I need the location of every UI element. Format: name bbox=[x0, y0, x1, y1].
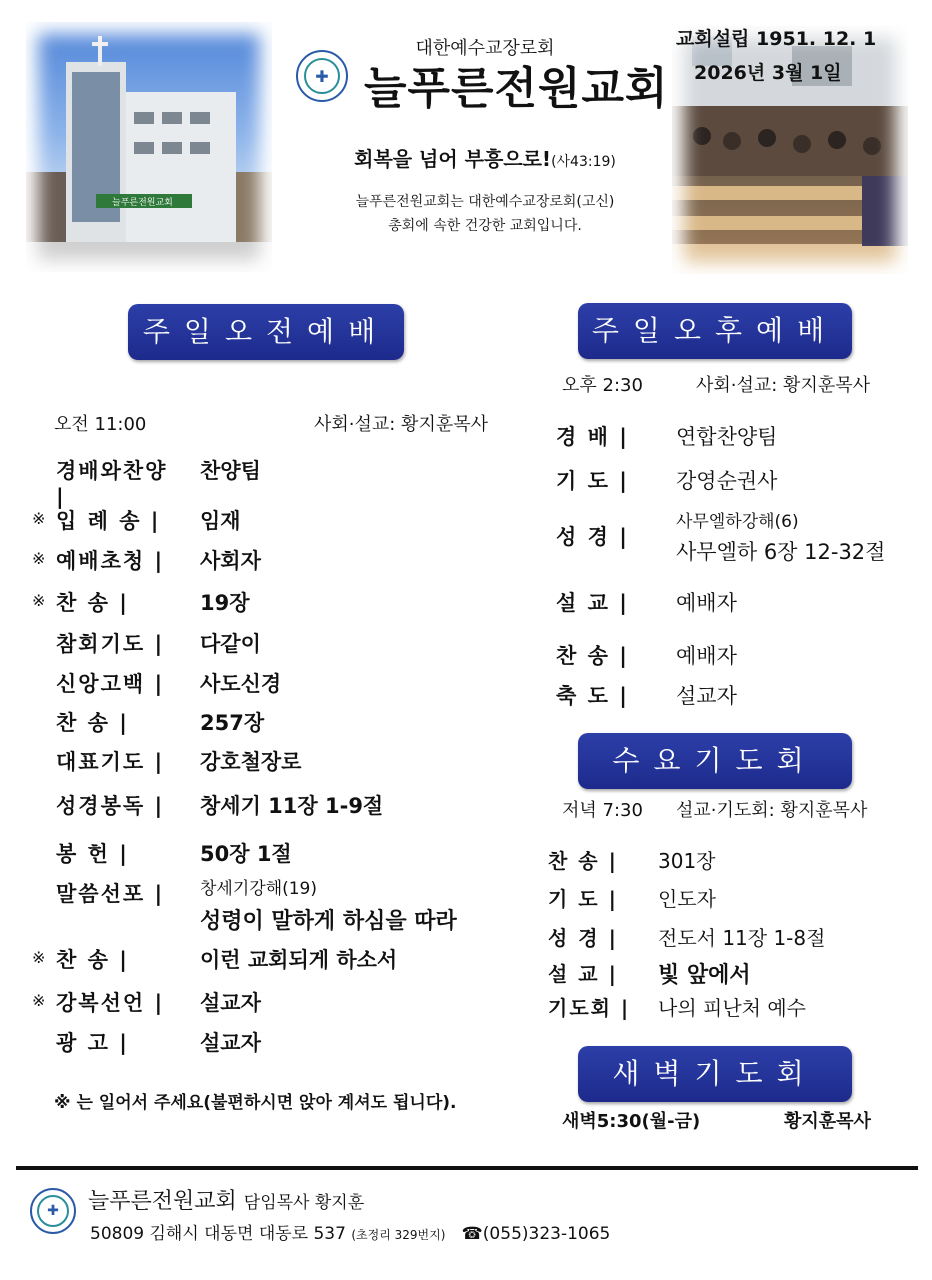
footer-phone: ☎(055)323-1065 bbox=[461, 1224, 611, 1244]
order-value: 나의 피난처 예수 bbox=[658, 996, 806, 1020]
order-value: 인도자 bbox=[658, 887, 716, 911]
footer-church bbox=[88, 1184, 364, 1215]
standing-mark: ※ bbox=[32, 549, 46, 568]
order-value: 강영순권사 bbox=[676, 469, 778, 493]
order-label: 설 교 | bbox=[556, 591, 629, 615]
order-label: 경 배 | bbox=[556, 425, 629, 449]
order-value: 사회자 bbox=[200, 549, 261, 573]
intro-line-2: 총회에 속한 건강한 교회입니다. bbox=[388, 218, 582, 234]
order-value: 창세기 11장 1-9절 bbox=[200, 794, 384, 818]
footer-divider bbox=[16, 1166, 918, 1170]
order-value: 설교자 bbox=[676, 684, 737, 708]
denomination: 대한예수교장로회 bbox=[415, 38, 555, 59]
order-subtitle: 사무엘하강해(6) bbox=[676, 512, 799, 532]
order-value: 성령이 말하게 하심을 따라 bbox=[200, 909, 457, 934]
order-label: 신앙고백 | bbox=[56, 672, 165, 696]
standing-mark: ※ bbox=[32, 591, 46, 610]
order-label: 기 도 | bbox=[548, 887, 618, 911]
building-sign: 늘푸른전원교회 bbox=[112, 198, 173, 208]
morning-time: 오전 11:00 bbox=[54, 414, 147, 435]
footer-logo bbox=[30, 1188, 76, 1234]
order-value: 50장 1절 bbox=[200, 842, 292, 866]
morning-service-banner: 주일오전예배 bbox=[128, 304, 404, 360]
order-value: 빛 앞에서 bbox=[658, 963, 751, 988]
order-label: 성경봉독 | bbox=[56, 794, 165, 818]
morning-leader: 사회·설교: 황지훈목사 bbox=[314, 414, 488, 435]
order-value: 찬양팀 bbox=[200, 459, 261, 483]
order-value: 이런 교회되게 하소서 bbox=[200, 948, 398, 972]
order-label: 설 교 | bbox=[548, 962, 618, 986]
order-label: 광 고 | bbox=[56, 1031, 129, 1055]
order-value: 설교자 bbox=[200, 991, 261, 1015]
footer-address bbox=[90, 1219, 610, 1244]
order-label: 성 경 | bbox=[556, 525, 629, 549]
order-label: 강복선언 | bbox=[56, 991, 165, 1015]
standing-mark: ※ bbox=[32, 991, 46, 1010]
standing-mark: ※ bbox=[32, 509, 46, 528]
order-value: 301장 bbox=[658, 849, 716, 873]
bulletin-date: 2026년 3월 1일 bbox=[694, 62, 842, 84]
order-label: 예배초청 | bbox=[56, 549, 165, 573]
dawn-leader: 황지훈목사 bbox=[784, 1111, 871, 1132]
footer-church-name: 늘푸른전원교회 bbox=[88, 1189, 237, 1214]
intro-line-1: 늘푸른전원교회는 대한예수교장로회(고신) bbox=[355, 194, 615, 210]
afternoon-time: 오후 2:30 bbox=[562, 375, 643, 396]
order-label: 입 례 송 | bbox=[56, 509, 161, 533]
standing-mark: ※ bbox=[32, 948, 46, 967]
order-value: 설교자 bbox=[200, 1031, 261, 1055]
established-date: 교회설립 1951. 12. 1 bbox=[676, 28, 877, 50]
order-label: 대표기도 | bbox=[56, 750, 165, 774]
order-label: 기도회 | bbox=[548, 996, 631, 1020]
order-value: 19장 bbox=[200, 591, 250, 615]
wednesday-time: 저녁 7:30 bbox=[562, 800, 643, 821]
order-label: 기 도 | bbox=[556, 469, 629, 493]
order-label: 성 경 | bbox=[548, 926, 618, 950]
order-label: 축 도 | bbox=[556, 684, 629, 708]
order-value: 전도서 11장 1-8절 bbox=[658, 926, 826, 950]
afternoon-leader: 사회·설교: 황지훈목사 bbox=[696, 375, 870, 396]
wednesday-prayer-banner: 수요기도회 bbox=[578, 733, 852, 789]
order-label: 찬 송 | bbox=[56, 711, 129, 735]
footer-pastor: 담임목사 황지훈 bbox=[243, 1193, 365, 1213]
order-label: 찬 송 | bbox=[556, 644, 629, 668]
slogan-ref: (사43:19) bbox=[551, 154, 616, 170]
church-title: 늘푸른전원교회 bbox=[364, 63, 669, 114]
church-building-photo bbox=[26, 22, 272, 272]
afternoon-service-banner: 주일오후예배 bbox=[578, 303, 852, 359]
order-value: 강호철장로 bbox=[200, 750, 302, 774]
order-value: 임재 bbox=[200, 509, 241, 533]
slogan bbox=[300, 143, 670, 172]
slogan-text: 회복을 넘어 부흥으로! bbox=[354, 147, 552, 171]
order-subtitle: 창세기강해(19) bbox=[200, 879, 318, 899]
order-label: 찬 송 | bbox=[56, 948, 129, 972]
wednesday-leader: 설교·기도회: 황지훈목사 bbox=[676, 800, 868, 821]
order-value: 사무엘하 6장 12-32절 bbox=[676, 540, 886, 564]
church-intro bbox=[300, 190, 670, 238]
standing-note: ※ 는 일어서 주세요(불편하시면 앉아 계셔도 됩니다). bbox=[54, 1093, 457, 1113]
order-label: 봉 헌 | bbox=[56, 842, 129, 866]
order-value: 257장 bbox=[200, 711, 265, 735]
order-value: 다같이 bbox=[200, 632, 261, 656]
order-label: 찬 송 | bbox=[548, 849, 618, 873]
order-value: 예배자 bbox=[676, 591, 737, 615]
order-label: 말씀선포 | bbox=[56, 882, 165, 906]
order-value: 연합찬양팀 bbox=[676, 425, 778, 449]
order-label: 경배와찬양 | bbox=[56, 459, 168, 509]
order-value: 사도신경 bbox=[200, 672, 282, 696]
footer-cross-icon: ✚ bbox=[37, 1195, 69, 1227]
cross-icon: ✚ bbox=[304, 58, 340, 94]
order-value: 예배자 bbox=[676, 644, 737, 668]
dawn-time: 새벽5:30(월-금) bbox=[562, 1111, 701, 1132]
footer-address-old: (초정리 329번지) bbox=[351, 1228, 446, 1242]
dawn-prayer-banner: 새벽기도회 bbox=[578, 1046, 852, 1102]
footer-address-main: 50809 김해시 대동면 대동로 537 bbox=[90, 1224, 346, 1244]
order-label: 참회기도 | bbox=[56, 632, 165, 656]
order-label: 찬 송 | bbox=[56, 591, 129, 615]
